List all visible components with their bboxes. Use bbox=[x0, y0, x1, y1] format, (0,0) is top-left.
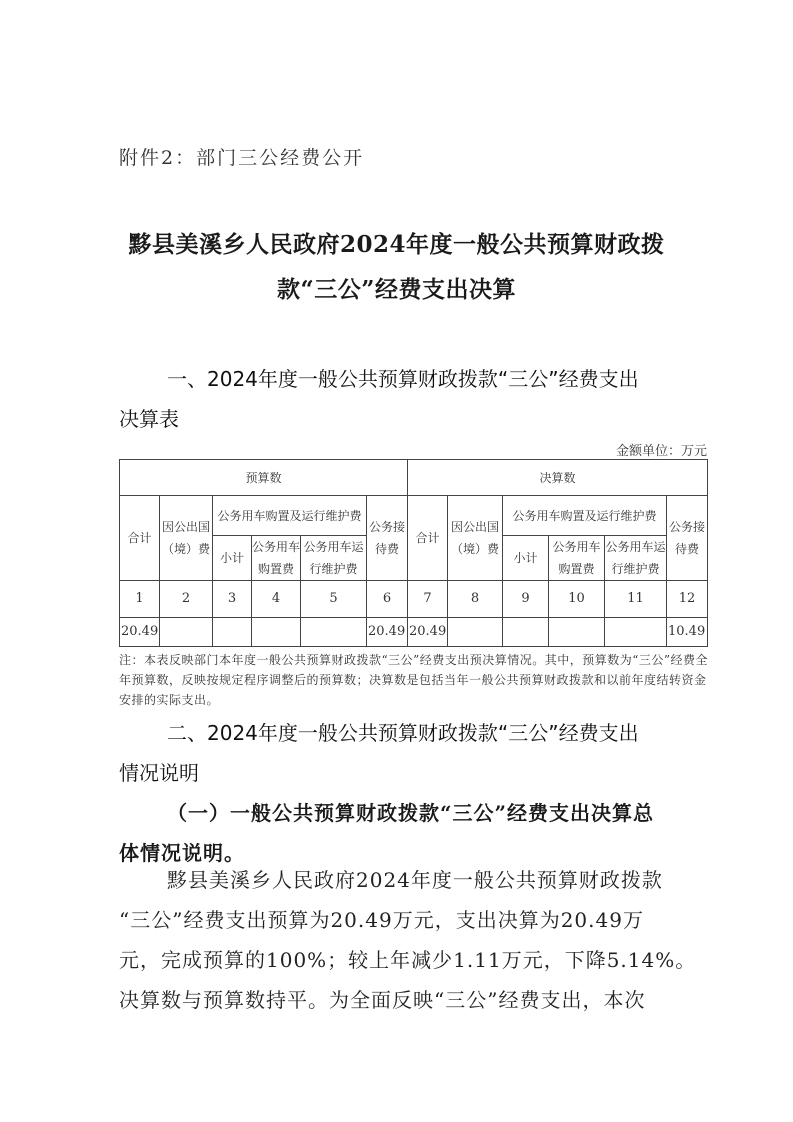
section2-heading: 二、2024年度一般公共预算财政拨款“三公”经费支出 bbox=[167, 721, 639, 745]
table-row bbox=[120, 618, 708, 647]
header-reception: 公务接 待费 bbox=[367, 496, 408, 581]
column-number-row bbox=[120, 581, 708, 618]
table-note: 注：本表反映部门本年度一般公共预算财政拨款“三公”经费支出预决算情况。其中，预算数为“三公”经费全年预算数，反映按规定程序调整后的预算数；决算数是包括当年一般公共预算财政拨款和以前年度结转资金安排的实际支出。 bbox=[119, 653, 709, 707]
header-vehicle-purchase: 公务用车 购置费 bbox=[252, 536, 301, 581]
header-total: 合计 bbox=[408, 496, 448, 581]
table-cell bbox=[549, 618, 605, 647]
column-number: 8 bbox=[448, 581, 503, 618]
document-title-line2: 款“三公”经费支出决算 bbox=[277, 276, 516, 303]
section1-heading-cont: 决算表 bbox=[119, 407, 179, 431]
column-number: 7 bbox=[408, 581, 448, 618]
column-number: 10 bbox=[549, 581, 605, 618]
table-cell: 20.49 bbox=[367, 618, 408, 647]
attachment-label: 附件2：部门三公经费公开 bbox=[119, 147, 365, 169]
column-number: 2 bbox=[160, 581, 213, 618]
column-number: 6 bbox=[367, 581, 408, 618]
column-number: 11 bbox=[605, 581, 667, 618]
column-number: 1 bbox=[120, 581, 160, 618]
paragraph-line: “三公”经费支出预算为20.49万元，支出决算为20.49万 bbox=[119, 908, 644, 932]
column-number: 9 bbox=[503, 581, 549, 618]
header-vehicle-purchase: 公务用车 购置费 bbox=[549, 536, 605, 581]
paragraph-line: 决算数与预算数持平。为全面反映“三公”经费支出，本次 bbox=[119, 988, 646, 1012]
header-reception: 公务接 待费 bbox=[667, 496, 708, 581]
table-cell: 20.49 bbox=[408, 618, 448, 647]
table-cell bbox=[160, 618, 213, 647]
three-public-expenses-table bbox=[119, 459, 708, 647]
header-vehicle-group: 公务用车购置及运行维护费 bbox=[213, 496, 367, 536]
subsection1-heading-cont: 体情况说明。 bbox=[119, 841, 245, 865]
table-cell bbox=[448, 618, 503, 647]
table-cell bbox=[213, 618, 252, 647]
header-subtotal: 小计 bbox=[503, 536, 549, 581]
header-vehicle-operation: 公务用车运 行维护费 bbox=[605, 536, 667, 581]
table-cell bbox=[503, 618, 549, 647]
header-subtotal: 小计 bbox=[213, 536, 252, 581]
table-cell: 10.49 bbox=[667, 618, 708, 647]
header-total: 合计 bbox=[120, 496, 160, 581]
document-title-line1: 黟县美溪乡人民政府2024年度一般公共预算财政拨 bbox=[128, 231, 665, 258]
header-vehicle-group: 公务用车购置及运行维护费 bbox=[503, 496, 667, 536]
header-overseas: 因公出国 （境）费 bbox=[160, 496, 213, 581]
table-cell: 20.49 bbox=[120, 618, 160, 647]
header-overseas: 因公出国 （境）费 bbox=[448, 496, 503, 581]
group-header-final: 决算数 bbox=[408, 460, 708, 496]
section1-heading: 一、2024年度一般公共预算财政拨款“三公”经费支出 bbox=[167, 367, 639, 391]
subsection1-heading: （一）一般公共预算财政拨款“三公”经费支出决算总 bbox=[167, 801, 655, 825]
header-vehicle-operation: 公务用车运 行维护费 bbox=[301, 536, 367, 581]
column-number: 4 bbox=[252, 581, 301, 618]
table-cell bbox=[252, 618, 301, 647]
column-number: 5 bbox=[301, 581, 367, 618]
group-header-budget: 预算数 bbox=[120, 460, 408, 496]
table-cell bbox=[605, 618, 667, 647]
column-number: 3 bbox=[213, 581, 252, 618]
paragraph-line: 黟县美溪乡人民政府2024年度一般公共预算财政拨款 bbox=[167, 868, 663, 892]
column-number: 12 bbox=[667, 581, 708, 618]
table-cell bbox=[301, 618, 367, 647]
section2-heading-cont: 情况说明 bbox=[119, 761, 199, 785]
unit-label: 金额单位：万元 bbox=[615, 444, 707, 459]
paragraph-line: 元，完成预算的100%；较上年减少1.11万元，下降5.14%。 bbox=[119, 948, 697, 972]
